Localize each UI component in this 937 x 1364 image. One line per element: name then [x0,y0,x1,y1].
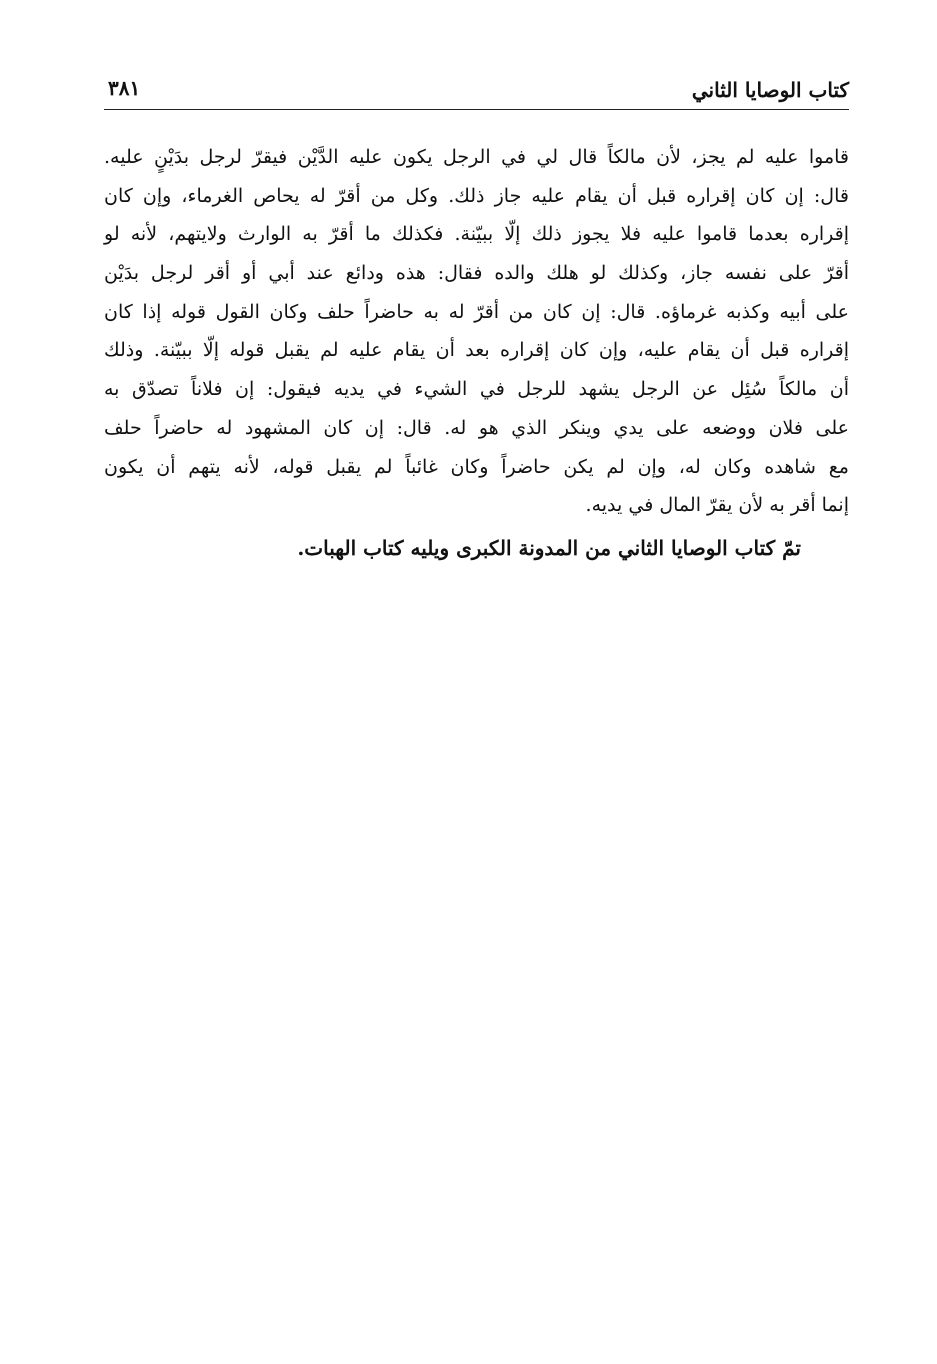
running-head [104,72,849,110]
page-number: ٣٨١ [108,76,141,100]
text-line: إقراره بعدما قاموا عليه فلا يجوز ذلك إلّا ببيّنة. فكذلك ما أقرّ به الوارث ولايتهم، لأنه لو [104,223,849,246]
text-line: قال: إن كان إقراره قبل أن يقام عليه جاز ذلك. وكل من أقرّ له يحاص الغرماء، وإن كان [104,184,849,207]
closing-note: تمّ كتاب الوصايا الثاني من المدونة الكبرى ويليه كتاب الهبات. [297,536,801,560]
text-line: على فلان ووضعه على يدي وينكر الذي هو له. قال: إن كان المشهود له حاضراً حلف [104,416,849,439]
body-paragraph [104,138,849,525]
running-title: كتاب الوصايا الثاني [691,78,849,102]
text-line: على أبيه وكذبه غرماؤه. قال: إن كان من أقرّ له به حاضراً حلف وكان القول قوله إذا كان [104,300,849,323]
text-line: مع شاهده وكان له، وإن لم يكن حاضراً وكان غائباً لم يقبل قوله، لأنه يتهم أن يكون [104,455,849,478]
text-line: أقرّ على نفسه جاز، وكذلك لو هلك والده فقال: هذه ودائع عند أبي أو أقر لرجل بدَيْن [104,262,849,285]
header-rule [104,109,849,110]
text-line: قاموا عليه لم يجز، لأن مالكاً قال لي في الرجل يكون عليه الدَّيْن فيقرّ لرجل بدَيْنٍ عليه. [104,146,849,168]
text-line: أن مالكاً سُئِل عن الرجل يشهد للرجل في الشيء في يديه فيقول: إن فلاناً تصدّق به [104,378,849,401]
text-line-last: إنما أقر به لأن يقرّ المال في يديه. [585,494,849,517]
text-line: إقراره قبل أن يقام عليه، وإن كان إقراره بعد أن يقام عليه لم يقبل قوله إلّا ببيّنة. وذلك [104,339,849,362]
